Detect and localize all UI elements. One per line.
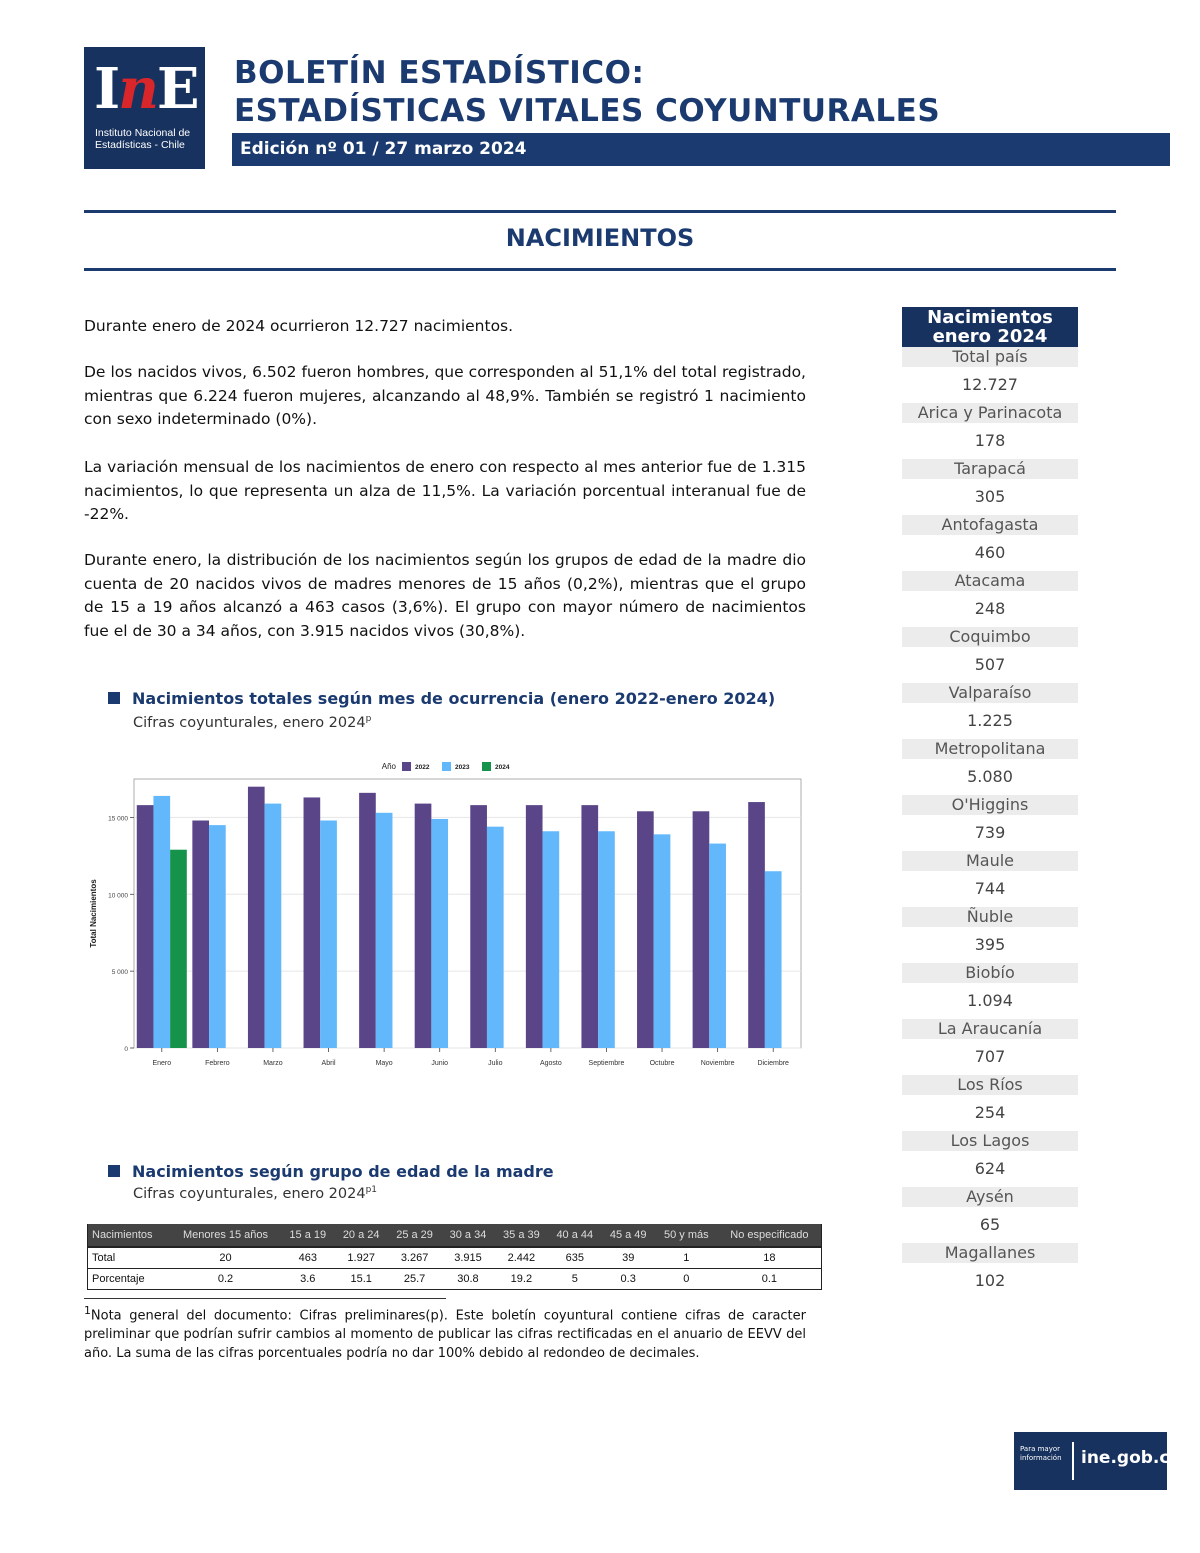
table-cell: 0.3 [602,1269,655,1290]
table-row [88,1247,822,1269]
table-heading-text: Nacimientos según grupo de edad de la madre [132,1162,554,1181]
edition-bar [232,133,1170,166]
region-value: 1.225 [967,711,1013,730]
bar-2023-mayo [376,813,393,1048]
x-tick-label: Febrero [205,1060,230,1067]
table-row [88,1269,822,1290]
ine-logo [84,47,205,169]
region-name: Valparaíso [902,683,1078,703]
table-cell: 635 [548,1247,601,1269]
x-tick-label: Diciembre [757,1060,789,1067]
y-tick-label: 10 000 [108,892,128,900]
region-name: Maule [902,851,1078,871]
table-body [88,1247,822,1290]
bar-2023-junio [431,819,448,1048]
bar-2022-febrero [192,821,209,1048]
section-rule-top [84,210,1116,213]
sidebar-region-list [902,347,1078,1299]
legend-swatch-2023 [442,762,451,771]
region-value: 305 [974,487,1006,506]
footnote-text: Nota general del documento: Cifras preliminares(p). Este boletín coyuntural contiene cifras de caracter preliminar que podrían sufrir cambios al momento de publicar las cifras rectificadas en el anuario de EEVV del año. La suma de las cifras porcentuales podría no dar 100% debido al redondeo de decimales. [84,1308,806,1362]
bar-2022-julio [470,805,487,1048]
bar-2022-junio [415,804,432,1048]
table-subtitle-text: Cifras coyunturales, enero 2024 [133,1185,366,1202]
footnote-marker: 1 [84,1304,91,1317]
table-header-cell: 45 a 49 [602,1224,655,1247]
region-value: 65 [979,1215,1001,1234]
table-header-cell: 35 a 39 [495,1224,548,1247]
region-value: 395 [974,935,1006,954]
legend-label-2023: 2023 [455,764,470,771]
y-tick-label: 5 000 [111,969,128,977]
region-name: O'Higgins [902,795,1078,815]
region-name: La Araucanía [902,1019,1078,1039]
table-header-cell: 30 a 34 [441,1224,494,1247]
region-name: Aysén [902,1187,1078,1207]
x-tick-label: Abril [321,1060,336,1067]
footnote-rule [84,1298,446,1299]
region-name: Metropolitana [902,739,1078,759]
region-value: 102 [974,1271,1006,1290]
table-cell: 25.7 [388,1269,441,1290]
chart-subtitle [133,714,371,731]
bar-2023-agosto [543,831,560,1048]
region-name: Arica y Parinacota [902,403,1078,423]
paragraph: Durante enero, la distribución de los nacimientos según los grupos de edad de la madre dio cuenta de 20 nacidos vivos de madres menores de 15 años (0,2%), mientras que el grupo de 15 a 19 años alcanzó a 463 casos (3,6%). El grupo con mayor número de nacimientos fue el de 30 a 34 años, con 3.915 nacidos vivos (30,8%). [84,551,806,640]
region-name: Ñuble [902,907,1078,927]
bar-2023-noviembre [709,844,726,1048]
region-value: 254 [974,1103,1006,1122]
table-cell: Total [88,1247,170,1269]
table-cell: 1 [655,1247,718,1269]
chart-heading-text: Nacimientos totales según mes de ocurrencia (enero 2022-enero 2024) [132,689,776,708]
region-value: 248 [974,599,1006,618]
region-name: Antofagasta [902,515,1078,535]
births-by-month-chart [84,752,810,1082]
legend-label-2024: 2024 [495,764,510,771]
table-cell: 30.8 [441,1269,494,1290]
footer-url-link[interactable]: ine.gob.cl [1081,1448,1176,1468]
y-tick-label: 15 000 [108,815,128,823]
region-value: 460 [974,543,1006,562]
table-cell: 15.1 [334,1269,387,1290]
region-name: Atacama [902,571,1078,591]
chart-heading [108,689,775,708]
footer-logo[interactable] [1014,1432,1176,1490]
region-value: 178 [974,431,1006,450]
paragraph: La variación mensual de los nacimientos de enero con respecto al mes anterior fue de 1.315 nacimientos, lo que representa un alza de 11,5%. La variación porcentual interanual fue de -22%. [84,458,806,523]
footer-tagline: Para mayor información [1020,1445,1062,1462]
region-value: 707 [974,1047,1006,1066]
table-subtitle-sup: p1 [365,1185,378,1195]
table-cell: 0.1 [718,1269,822,1290]
bullet-square-icon [108,1165,120,1177]
table-header-cell: 15 a 19 [281,1224,334,1247]
bar-2022-diciembre [748,802,765,1048]
region-name: Coquimbo [902,627,1078,647]
bar-2024-enero [170,850,187,1048]
bar-2022-noviembre [693,811,710,1048]
region-value: 739 [974,823,1006,842]
bar-2022-marzo [248,787,265,1048]
bar-2023-marzo [265,804,282,1048]
bar-2023-diciembre [765,871,782,1048]
table-cell: 3.267 [388,1247,441,1269]
table-header-cell: No especificado [718,1224,822,1247]
footnote [84,1301,806,1363]
y-axis-label: Total Nacimientos [89,879,98,948]
region-value: 507 [974,655,1006,674]
table-cell: 19.2 [495,1269,548,1290]
bar-2023-septiembre [598,831,615,1048]
table-cell: 1.927 [334,1247,387,1269]
title-line-2: ESTADÍSTICAS VITALES COYUNTURALES [234,93,941,129]
bar-2022-agosto [526,805,543,1048]
x-tick-label: Marzo [263,1060,283,1067]
bullet-square-icon [108,692,120,704]
footer-divider [1072,1442,1074,1480]
region-name: Los Lagos [902,1131,1078,1151]
logo-mark: InE [94,56,198,122]
chart-subtitle-sup: p [365,714,372,724]
edition-text: Edición nº 01 / 27 marzo 2024 [240,139,527,159]
bulletin-title [234,54,940,130]
sidebar-title-line-1: Nacimientos [927,307,1053,328]
table-cell: 18 [718,1247,822,1269]
paragraph: De los nacidos vivos, 6.502 fueron hombres, que corresponden al 51,1% del total registrado, mientras que 6.224 fueron mujeres, alcanzando al 48,9%. También se registró 1 nacimiento con sexo indeterminado (0%). [84,363,806,428]
x-tick-label: Noviembre [700,1060,735,1067]
age-group-table [87,1224,822,1290]
table-cell: Porcentaje [88,1269,170,1290]
region-value: 5.080 [967,767,1013,786]
bar-2023-julio [487,827,504,1048]
bar-2022-abril [304,797,321,1048]
region-name: Los Ríos [902,1075,1078,1095]
bar-2022-septiembre [581,805,598,1048]
region-value: 12.727 [962,375,1018,394]
table-cell: 0 [655,1269,718,1290]
x-tick-label: Agosto [539,1060,562,1067]
y-tick-label: 0 [124,1046,128,1053]
table-cell: 20 [170,1247,281,1269]
region-value: 744 [974,879,1006,898]
table-cell: 39 [602,1247,655,1269]
bar-2022-octubre [637,811,654,1048]
x-tick-label: Junio [431,1060,449,1067]
bar-2023-abril [320,821,337,1048]
title-line-1: BOLETÍN ESTADÍSTICO: [234,55,645,91]
chart-subtitle-text: Cifras coyunturales, enero 2024 [133,714,366,731]
regional-births-sidebar [902,307,1078,1299]
bar-2022-mayo [359,793,376,1048]
bar-2022-enero [137,805,154,1048]
table-header-cell: Nacimientos [88,1224,170,1247]
x-tick-label: Septiembre [588,1060,625,1067]
section-rule-bottom [84,268,1116,271]
region-value: 624 [974,1159,1006,1178]
table-subtitle [133,1185,377,1202]
region-name: Magallanes [902,1243,1078,1263]
sidebar-title-line-2: enero 2024 [932,326,1048,347]
table-header-row [88,1224,822,1247]
bar-2023-febrero [209,825,226,1048]
table-cell: 2.442 [495,1247,548,1269]
table-cell: 3.915 [441,1247,494,1269]
table-heading [108,1162,554,1181]
bar-2023-octubre [654,834,671,1048]
table-header-cell: Menores 15 años [170,1224,281,1247]
legend-title: Año [381,762,396,771]
x-tick-label: Octubre [649,1060,675,1067]
region-name: Total país [902,347,1078,367]
x-tick-label: Enero [152,1060,172,1067]
x-tick-label: Mayo [375,1060,393,1067]
table-header-cell: 40 a 44 [548,1224,601,1247]
table-cell: 463 [281,1247,334,1269]
table-cell: 3.6 [281,1269,334,1290]
paragraph: Durante enero de 2024 ocurrieron 12.727 nacimientos. [84,317,514,335]
table-header-cell: 50 y más [655,1224,718,1247]
region-value: 1.094 [967,991,1013,1010]
region-name: Tarapacá [902,459,1078,479]
table-header-cell: 20 a 24 [334,1224,387,1247]
table-header-cell: 25 a 29 [388,1224,441,1247]
table-cell: 0.2 [170,1269,281,1290]
x-tick-label: Julio [488,1060,503,1067]
legend-label-2022: 2022 [415,764,430,771]
table-cell: 5 [548,1269,601,1290]
logo-subtitle: Instituto Nacional de Estadísticas - Chile [95,127,191,151]
region-name: Biobío [902,963,1078,983]
bar-2023-enero [153,796,170,1048]
legend-swatch-2024 [482,762,491,771]
legend-swatch-2022 [402,762,411,771]
sidebar-header [902,307,1078,347]
section-title: NACIMIENTOS [505,224,695,252]
